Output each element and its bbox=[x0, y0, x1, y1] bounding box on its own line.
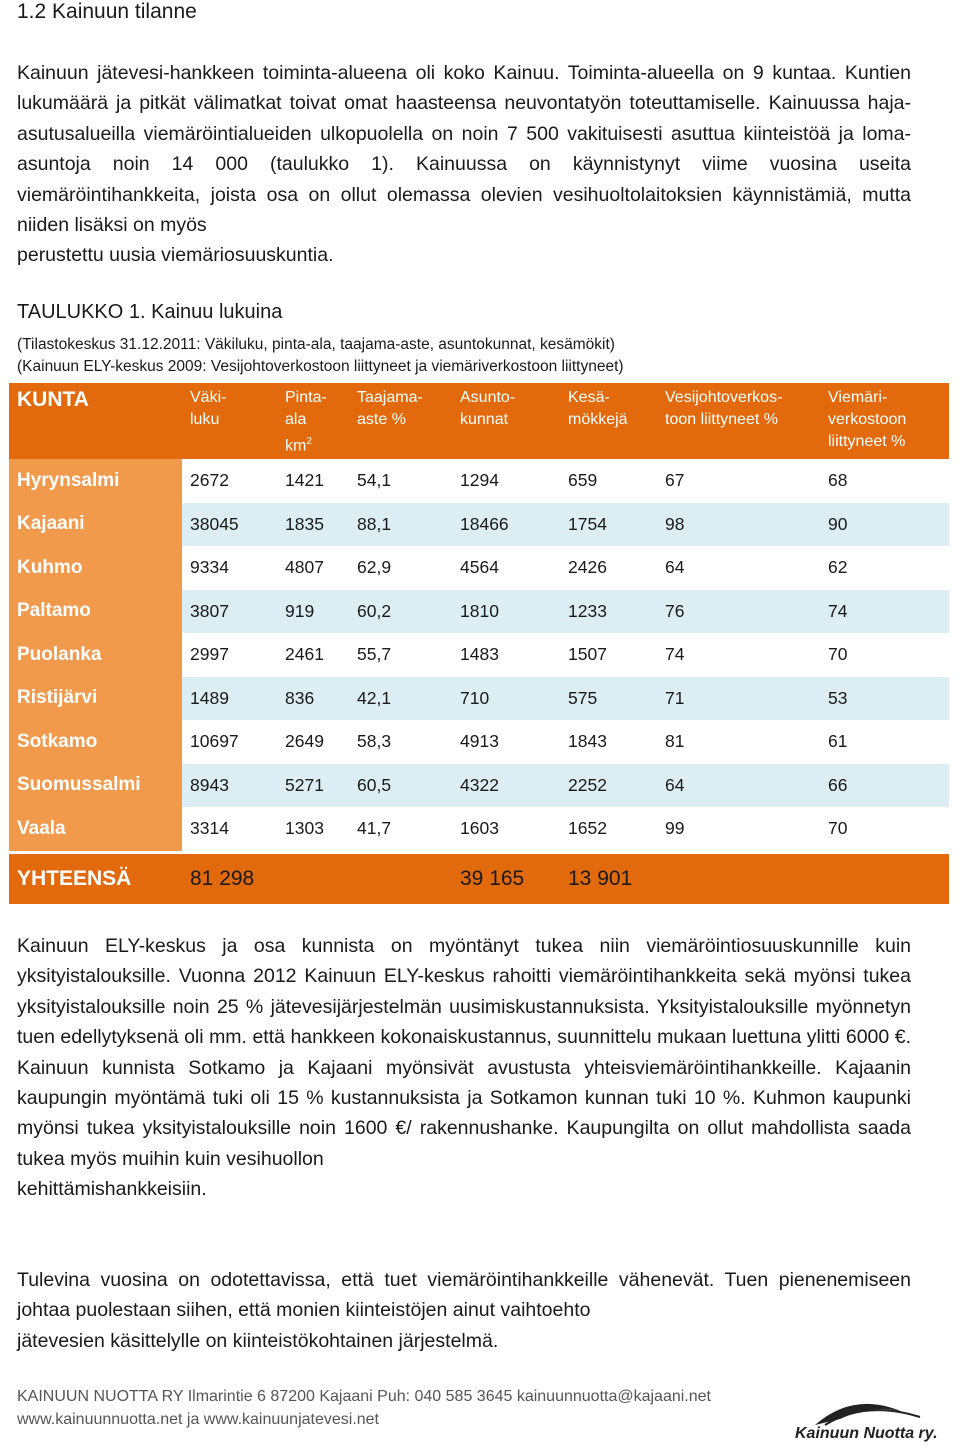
table-header-row bbox=[9, 383, 949, 459]
cell-viem: 70 bbox=[820, 633, 949, 677]
statistics-table bbox=[9, 383, 949, 904]
cell-viem: 62 bbox=[820, 546, 949, 590]
cell-asu: 1603 bbox=[452, 807, 560, 852]
cell-vaki: 9334 bbox=[182, 546, 277, 590]
total-asunto: 39 165 bbox=[452, 852, 560, 904]
cell-pinta: 2461 bbox=[277, 633, 349, 677]
total-label: YHTEENSÄ bbox=[9, 852, 182, 904]
cell-viem: 61 bbox=[820, 720, 949, 764]
cell-kesa: 659 bbox=[560, 459, 657, 503]
cell-vaki: 10697 bbox=[182, 720, 277, 764]
total-empty bbox=[657, 852, 949, 904]
cell-vaki: 8943 bbox=[182, 764, 277, 808]
cell-vaki: 2672 bbox=[182, 459, 277, 503]
cell-kesa: 2426 bbox=[560, 546, 657, 590]
outlook-text-last: jätevesien käsittelylle on kiinteistökohtainen järjestelmä. bbox=[17, 1329, 499, 1352]
cell-vesi: 71 bbox=[657, 677, 820, 721]
header-vakiluku: Väki- luku bbox=[182, 383, 277, 459]
cell-asu: 4322 bbox=[452, 764, 560, 808]
cell-taaj: 55,7 bbox=[349, 633, 452, 677]
intro-text-last: perustettu uusia viemäriosuuskuntia. bbox=[17, 244, 334, 267]
header-kunta: KUNTA bbox=[9, 383, 182, 459]
cell-kesa: 1233 bbox=[560, 590, 657, 634]
outlook-text: Tulevina vuosina on odotettavissa, että tuet viemäröintihankkeille vähenevät. Tuen pienenemiseen johtaa puolestaan siihen, että monien kiinteistöjen ainut vaihtoehto bbox=[17, 1269, 911, 1322]
cell-taaj: 62,9 bbox=[349, 546, 452, 590]
cell-vesi: 76 bbox=[657, 590, 820, 634]
cell-vaki: 2997 bbox=[182, 633, 277, 677]
municipality-name: Hyrynsalmi bbox=[9, 459, 182, 503]
cell-viem: 74 bbox=[820, 590, 949, 634]
cell-taaj: 60,5 bbox=[349, 764, 452, 808]
table-source-1: (Tilastokeskus 31.12.2011: Väkiluku, pinta-ala, taajama-aste, asuntokunnat, kesämökit) bbox=[17, 336, 615, 353]
header-taajama: Taajama- aste % bbox=[349, 383, 452, 459]
cell-vaki: 38045 bbox=[182, 503, 277, 547]
cell-vaki: 3314 bbox=[182, 807, 277, 852]
table-row bbox=[9, 590, 949, 634]
municipality-name: Kuhmo bbox=[9, 546, 182, 590]
table-row bbox=[9, 633, 949, 677]
footer-contact: KAINUUN NUOTTA RY Ilmarintie 6 87200 Kajaani Puh: 040 585 3645 kainuunnuotta@kajaani.net bbox=[17, 1388, 711, 1405]
municipality-name: Paltamo bbox=[9, 590, 182, 634]
municipality-name: Vaala bbox=[9, 807, 182, 852]
cell-kesa: 1652 bbox=[560, 807, 657, 852]
cell-kesa: 1843 bbox=[560, 720, 657, 764]
cell-asu: 4564 bbox=[452, 546, 560, 590]
cell-pinta: 1835 bbox=[277, 503, 349, 547]
cell-kesa: 575 bbox=[560, 677, 657, 721]
cell-vesi: 74 bbox=[657, 633, 820, 677]
table-source-2: (Kainuun ELY-keskus 2009: Vesijohtoverkostoon liittyneet ja viemäriverkostoon liittyneet) bbox=[17, 358, 624, 375]
cell-vaki: 1489 bbox=[182, 677, 277, 721]
support-paragraph bbox=[17, 931, 911, 1205]
footer-websites: www.kainuunnuotta.net ja www.kainuunjatevesi.net bbox=[17, 1411, 379, 1428]
cell-vesi: 81 bbox=[657, 720, 820, 764]
cell-viem: 66 bbox=[820, 764, 949, 808]
cell-vaki: 3807 bbox=[182, 590, 277, 634]
cell-taaj: 54,1 bbox=[349, 459, 452, 503]
header-kesa: Kesä- mökkejä bbox=[560, 383, 657, 459]
cell-taaj: 88,1 bbox=[349, 503, 452, 547]
cell-kesa: 1507 bbox=[560, 633, 657, 677]
outlook-paragraph bbox=[17, 1265, 911, 1356]
cell-taaj: 41,7 bbox=[349, 807, 452, 852]
municipality-name: Sotkamo bbox=[9, 720, 182, 764]
table-title: TAULUKKO 1. Kainuu lukuina bbox=[17, 301, 283, 323]
support-text: Kainuun ELY-keskus ja osa kunnista on myöntänyt tukea niin viemäröintiosuuskunnille kuin yksityistalouksille. Vuonna 2012 Kainuun ELY-keskus rahoitti viemäröintihankkeita sekä myönsi tukea yksityistalouksille noin 25 % jätevesijärjestelmän uusimiskustannuksista. Yksityistalouksille myönnetyn tuen edellytyksenä oli mm. että hankkeen kokonaiskustannus, suunnittelu mukaan luettuna ylitti 6000 €. Kainuun kunnista Sotkamo ja Kajaani myönsivät avustusta yhteisviemäröintihankkeille. Kajaanin kaupungin myöntämä tuki oli 15 % kustannuksista ja Sotkamon kunnan tuki 10 %. Kuhmon kaupunki myönsi tukea yksityistalouksille noin 1600 €/ rakennushanke. Kaupungilta on ollut mahdollista saada tukea myös muihin kuin vesihuollon bbox=[17, 935, 911, 1170]
cell-taaj: 42,1 bbox=[349, 677, 452, 721]
cell-kesa: 2252 bbox=[560, 764, 657, 808]
intro-text: Kainuun jätevesi-hankkeen toiminta-alueena oli koko Kainuu. Toiminta-alueella on 9 kuntaa. Kuntien lukumäärä ja pitkät välimatkat toivat omat haasteensa neuvontatyön toteuttamiselle. Kainuussa haja-asutusalueilla viemäröintialueiden ulkopuolella on noin 7 500 vakituisesti asuttua kiinteistöä ja loma-asuntoja noin 14 000 (taulukko 1). Kainuussa on käynnistynyt viime vuosina useita viemäröintihankkeita, joista osa on ollut olemassa olevien vesihuoltolaitoksien käynnistämiä, mutta niiden lisäksi on myös bbox=[17, 62, 911, 237]
support-text-last: kehittämishankkeisiin. bbox=[17, 1178, 207, 1201]
cell-viem: 68 bbox=[820, 459, 949, 503]
cell-taaj: 60,2 bbox=[349, 590, 452, 634]
cell-pinta: 836 bbox=[277, 677, 349, 721]
table-row bbox=[9, 459, 949, 503]
header-vesi: Vesijohtoverkos- toon liittyneet % bbox=[657, 383, 820, 459]
logo-text: Kainuun Nuotta ry. bbox=[795, 1425, 938, 1442]
cell-asu: 1294 bbox=[452, 459, 560, 503]
cell-viem: 90 bbox=[820, 503, 949, 547]
cell-viem: 70 bbox=[820, 807, 949, 852]
total-vakiluku: 81 298 bbox=[182, 852, 452, 904]
section-heading: 1.2 Kainuun tilanne bbox=[17, 0, 197, 23]
table-total-row bbox=[9, 852, 949, 904]
intro-paragraph bbox=[17, 58, 911, 271]
cell-vesi: 64 bbox=[657, 764, 820, 808]
header-viemari: Viemäri- verkostoon liittyneet % bbox=[820, 383, 949, 459]
cell-asu: 710 bbox=[452, 677, 560, 721]
cell-pinta: 919 bbox=[277, 590, 349, 634]
total-kesa: 13 901 bbox=[560, 852, 657, 904]
cell-pinta: 4807 bbox=[277, 546, 349, 590]
cell-taaj: 58,3 bbox=[349, 720, 452, 764]
table-row bbox=[9, 546, 949, 590]
municipality-name: Suomussalmi bbox=[9, 764, 182, 808]
cell-pinta: 5271 bbox=[277, 764, 349, 808]
header-pintaala: Pinta- ala $km^2$ bbox=[277, 383, 349, 459]
cell-asu: 1810 bbox=[452, 590, 560, 634]
cell-vesi: 67 bbox=[657, 459, 820, 503]
cell-asu: 1483 bbox=[452, 633, 560, 677]
cell-asu: 18466 bbox=[452, 503, 560, 547]
cell-vesi: 99 bbox=[657, 807, 820, 852]
table-row bbox=[9, 807, 949, 852]
table-row bbox=[9, 720, 949, 764]
cell-pinta: 1303 bbox=[277, 807, 349, 852]
table-row bbox=[9, 677, 949, 721]
cell-vesi: 98 bbox=[657, 503, 820, 547]
municipality-name: Kajaani bbox=[9, 503, 182, 547]
cell-pinta: 2649 bbox=[277, 720, 349, 764]
cell-vesi: 64 bbox=[657, 546, 820, 590]
cell-viem: 53 bbox=[820, 677, 949, 721]
cell-kesa: 1754 bbox=[560, 503, 657, 547]
table-row bbox=[9, 764, 949, 808]
header-asunto: Asunto- kunnat bbox=[452, 383, 560, 459]
table-row bbox=[9, 503, 949, 547]
kainuun-nuotta-logo bbox=[795, 1395, 960, 1445]
municipality-name: Ristijärvi bbox=[9, 677, 182, 721]
municipality-name: Puolanka bbox=[9, 633, 182, 677]
cell-pinta: 1421 bbox=[277, 459, 349, 503]
cell-asu: 4913 bbox=[452, 720, 560, 764]
